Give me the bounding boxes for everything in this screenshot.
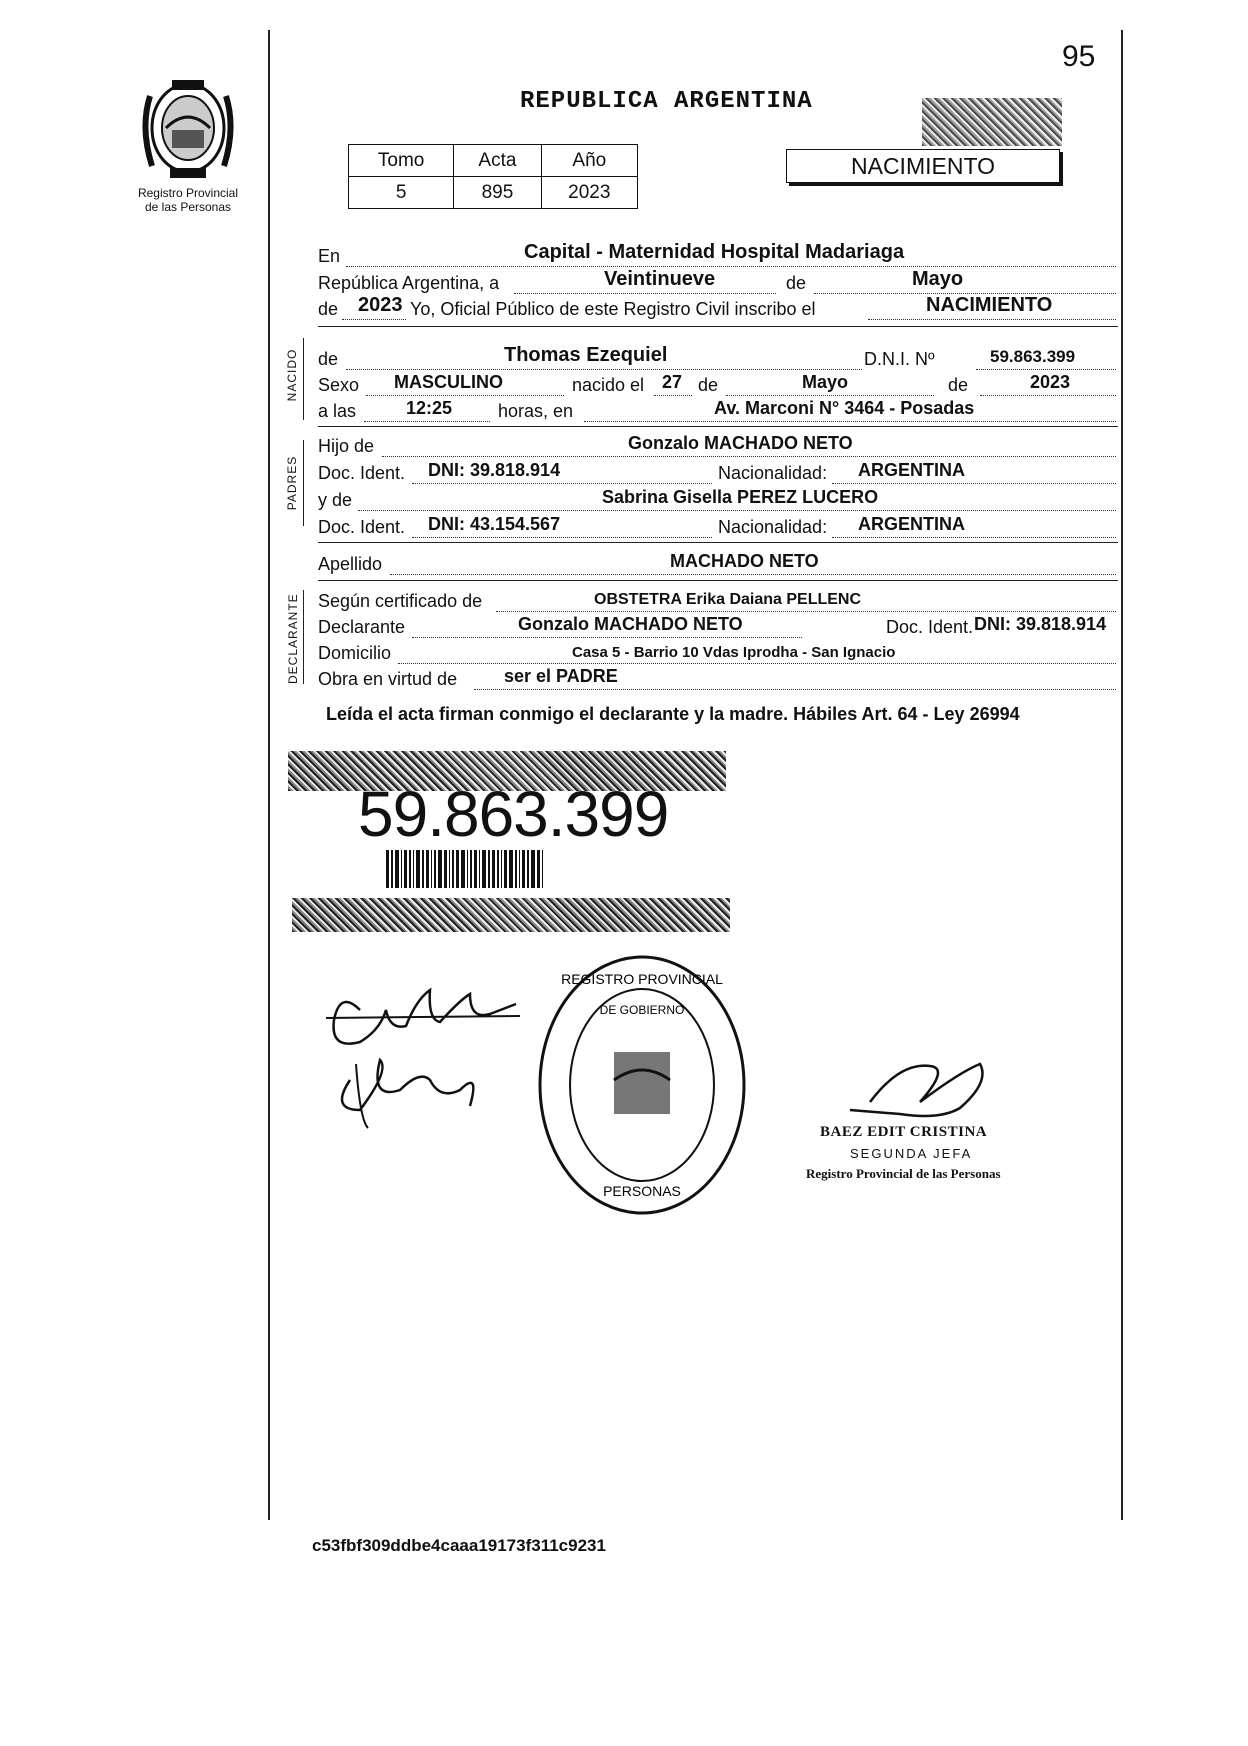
mother-doc-row: [318, 514, 1118, 540]
svg-text:REGISTRO PROVINCIAL: REGISTRO PROVINCIAL: [561, 971, 723, 987]
barcode-bar: [470, 850, 472, 888]
inscription-label-de: de: [318, 299, 339, 319]
date-label-de: de: [786, 273, 807, 293]
dotted-line: [514, 292, 776, 294]
declarant-doc: DNI: 39.818.914: [974, 614, 1107, 634]
barcode-bar: [515, 850, 517, 888]
barcode-bar: [482, 850, 486, 888]
barcode-bar: [452, 850, 454, 888]
dotted-line: [980, 394, 1116, 396]
nacido-bracket: [303, 338, 304, 420]
child-dni: 59.863.399: [990, 347, 1076, 366]
address-row: [318, 640, 1118, 666]
dotted-line: [364, 420, 490, 422]
barcode-bar: [386, 850, 389, 888]
official-stamp: [534, 950, 750, 1220]
dotted-line: [412, 536, 712, 538]
section-divider: [318, 326, 1118, 327]
svg-text:PERSONAS: PERSONAS: [603, 1183, 681, 1199]
father-doc: DNI: 39.818.914: [428, 460, 561, 480]
inscription-year: 2023: [358, 294, 403, 316]
declarant-label: Declarante: [318, 617, 406, 637]
barcode-bar: [413, 850, 414, 888]
barcode-bar: [492, 850, 495, 888]
barcode-bar: [449, 850, 450, 888]
dotted-line: [832, 482, 1116, 484]
surname-value: MACHADO NETO: [670, 551, 819, 571]
barcode-bar: [531, 850, 535, 888]
nacido-section-label: NACIDO: [285, 348, 299, 402]
stamp-center-emblem-icon: [614, 1052, 670, 1114]
official-name: BAEZ EDIT CRISTINA: [820, 1124, 988, 1140]
barcode-bar: [391, 850, 393, 888]
born-label-de2: de: [948, 375, 969, 395]
address-value: Casa 5 - Barrio 10 Vdas Iprodha - San Ignacio: [572, 644, 896, 661]
barcode-bar: [488, 850, 490, 888]
barcode-bar: [404, 850, 407, 888]
date-label-a: República Argentina, a: [318, 273, 500, 293]
born-label: nacido el: [572, 375, 645, 395]
sex-label: Sexo: [318, 375, 360, 395]
dotted-line: [390, 573, 1116, 575]
dotted-line: [726, 394, 934, 396]
dotted-line: [832, 536, 1116, 538]
right-margin-rule: [1121, 30, 1123, 1520]
barcode: [386, 850, 626, 890]
dotted-line: [382, 455, 1116, 457]
logo-caption: [112, 186, 264, 214]
logo-caption-line1: Registro Provincial: [137, 186, 239, 200]
mother-doc: DNI: 43.154.567: [428, 514, 561, 534]
birth-month: Mayo: [802, 372, 849, 392]
declarant-row: [318, 614, 1118, 640]
svg-text:DE GOBIERNO: DE GOBIERNO: [599, 1003, 685, 1017]
birth-time: 12:25: [406, 398, 453, 418]
dotted-line: [584, 420, 1116, 422]
logo-caption-line2: de las Personas: [144, 200, 232, 214]
dotted-line: [342, 318, 406, 320]
father-doc-row: [318, 460, 1118, 486]
father-name: Gonzalo MACHADO NETO: [628, 433, 853, 453]
barcode-bar: [497, 850, 499, 888]
dotted-line: [474, 688, 1116, 690]
birth-place: Av. Marconi N° 3464 - Posadas: [714, 398, 975, 418]
dotted-line: [366, 394, 564, 396]
header-tomo: Tomo: [349, 145, 454, 177]
barcode-bar: [542, 850, 543, 888]
left-margin-rule: [268, 30, 270, 1520]
father-nationality: ARGENTINA: [858, 460, 965, 480]
barcode-bar: [444, 850, 447, 888]
capacity-value: ser el PADRE: [504, 666, 618, 686]
barcode-bar: [438, 850, 442, 888]
barcode-bar: [422, 850, 424, 888]
dni-label: D.N.I. Nº: [864, 349, 935, 369]
dotted-line: [346, 368, 862, 370]
dotted-line: [654, 394, 692, 396]
inscription-label: Yo, Oficial Público de este Registro Civil inscribo el: [410, 299, 816, 319]
barcode-bar: [474, 850, 477, 888]
padres-bracket: [303, 440, 304, 526]
dotted-line: [496, 610, 1116, 612]
barcode-bar: [416, 850, 420, 888]
mother-doc-label: Doc. Ident.: [318, 517, 406, 537]
surname-row: [318, 551, 1118, 577]
mother-nationality: ARGENTINA: [858, 514, 965, 534]
barcode-bar: [467, 850, 468, 888]
value-anio: 2023: [541, 177, 637, 209]
nacido-time-row: [318, 398, 1118, 424]
barcode-bar: [461, 850, 465, 888]
barcode-bar: [401, 850, 402, 888]
declarant-name: Gonzalo MACHADO NETO: [518, 614, 743, 634]
reference-table-value-row: [349, 177, 638, 209]
dotted-line: [412, 636, 802, 638]
nacido-label-de: de: [318, 349, 339, 369]
place-value: Capital - Maternidad Hospital Madariaga: [524, 241, 905, 263]
child-name: Thomas Ezequiel: [504, 344, 668, 366]
security-hologram: [922, 98, 1062, 146]
dotted-line: [868, 318, 1116, 320]
certificate-label: Según certificado de: [318, 591, 483, 611]
header-acta: Acta: [454, 145, 541, 177]
section-divider: [318, 580, 1118, 581]
mother-nat-label: Nacionalidad:: [718, 517, 828, 537]
reference-table-header-row: [349, 145, 638, 177]
dotted-line: [398, 662, 1116, 664]
dotted-line: [358, 509, 1116, 511]
certificate-value: OBSTETRA Erika Daiana PELLENC: [594, 591, 862, 608]
father-nat-label: Nacionalidad:: [718, 463, 828, 483]
child-sex: MASCULINO: [394, 372, 503, 392]
barcode-number: 59.863.399: [358, 778, 669, 850]
barcode-bar: [519, 850, 520, 888]
inscription-event: NACIMIENTO: [926, 294, 1053, 316]
inscription-row: [318, 296, 1118, 322]
document-type-box: NACIMIENTO: [786, 149, 1060, 183]
declarante-section-label: DECLARANTE: [286, 593, 300, 684]
nacido-name-row: [318, 346, 1118, 372]
barcode-bar: [504, 850, 507, 888]
page-number: 95: [1062, 40, 1096, 73]
document-hash: c53fbf309ddbe4caaa19173f311c9231: [312, 1536, 606, 1555]
barcode-bar: [509, 850, 513, 888]
time-label: a las: [318, 401, 357, 421]
declarant-doc-label: Doc. Ident.: [886, 617, 974, 637]
place-label: En: [318, 246, 341, 266]
dotted-line: [976, 368, 1116, 370]
barcode-bar: [537, 850, 540, 888]
document-title: REPUBLICA ARGENTINA: [520, 88, 813, 115]
barcode-bar: [527, 850, 529, 888]
barcode-bar: [522, 850, 525, 888]
value-tomo: 5: [349, 177, 454, 209]
official-office: Registro Provincial de las Personas: [806, 1166, 1001, 1181]
birth-year: 2023: [1030, 372, 1071, 392]
padres-section-label: PADRES: [285, 455, 299, 511]
mother-label: y de: [318, 490, 353, 510]
date-row: [318, 270, 1118, 296]
father-doc-label: Doc. Ident.: [318, 463, 406, 483]
place-row: [318, 243, 1118, 269]
barcode-bar: [431, 850, 432, 888]
barcode-bar: [501, 850, 502, 888]
barcode-bar: [456, 850, 459, 888]
surname-label: Apellido: [318, 554, 383, 574]
misiones-logo: [132, 76, 244, 182]
closing-note: Leída el acta firman conmigo el declarante y la madre. Hábiles Art. 64 - Ley 26994: [326, 704, 1020, 724]
hours-label: horas, en: [498, 401, 574, 421]
official-signature: [840, 1052, 1020, 1132]
barcode-bottom-band: [292, 898, 730, 932]
address-label: Domicilio: [318, 643, 392, 663]
certificate-row: [318, 588, 1118, 614]
barcode-bar: [426, 850, 429, 888]
date-month: Mayo: [912, 268, 964, 290]
father-label: Hijo de: [318, 436, 375, 456]
mother-row: [318, 487, 1118, 513]
declarante-bracket: [303, 590, 304, 684]
father-row: [318, 433, 1118, 459]
birth-day: 27: [662, 372, 683, 392]
barcode-bar: [409, 850, 411, 888]
capacity-label: Obra en virtud de: [318, 669, 458, 689]
section-divider: [318, 426, 1118, 427]
mother-name: Sabrina Gisella PEREZ LUCERO: [602, 487, 879, 507]
barcode-bar: [395, 850, 399, 888]
nacido-sex-row: [318, 372, 1118, 398]
dotted-line: [412, 482, 712, 484]
barcode-bar: [479, 850, 480, 888]
capacity-row: [318, 666, 1118, 692]
official-role: SEGUNDA JEFA: [850, 1146, 973, 1161]
barcode-bar: [434, 850, 436, 888]
header-anio: Año: [541, 145, 637, 177]
date-day: Veintinueve: [604, 268, 716, 290]
reference-table: [348, 144, 638, 209]
declarant-signature: [320, 960, 530, 1136]
dotted-line: [346, 265, 1116, 267]
value-acta: 895: [454, 177, 541, 209]
born-label-de: de: [698, 375, 719, 395]
coat-of-arms-icon: [132, 76, 244, 182]
section-divider: [318, 542, 1118, 543]
